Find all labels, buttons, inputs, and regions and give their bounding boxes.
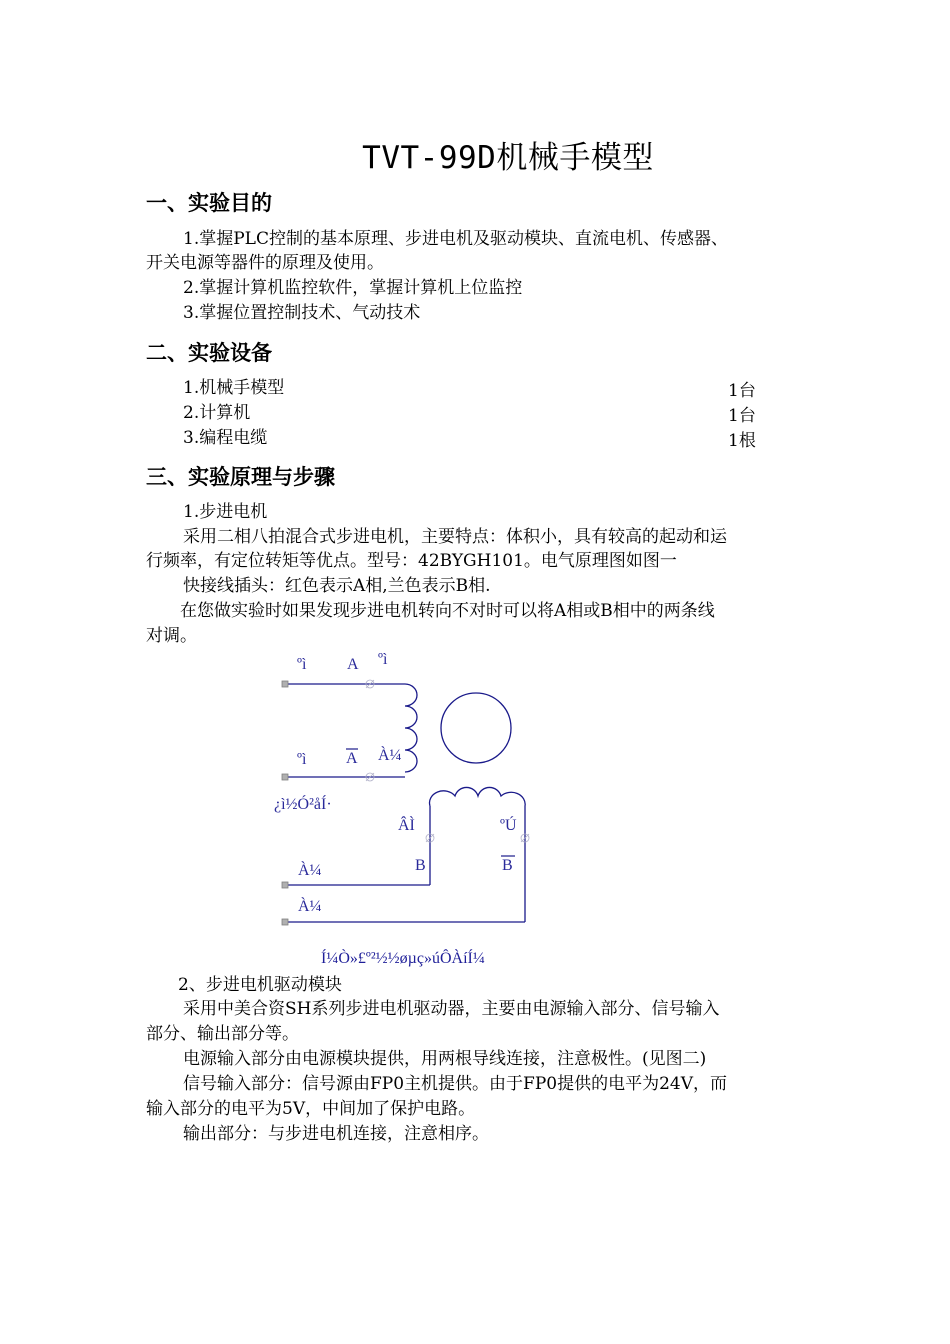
label-b-left-top: ÂÌ	[398, 817, 415, 834]
subheading-stepper-motor: 1.步进电机	[183, 502, 268, 522]
objective-line-4: 3.掌握位置控制技术、气动技术	[183, 303, 421, 323]
paragraph-line: 采用中美合资SH系列步进电机驱动器，主要由电源输入部分、信号输入	[183, 999, 720, 1019]
section-heading-principle: 三、实验原理与步骤	[146, 465, 335, 489]
paragraph-line: 输出部分：与步进电机连接，注意相序。	[183, 1124, 489, 1144]
label-a-left-top: ºì	[297, 656, 307, 673]
equipment-name-3: 3.编程电缆	[183, 428, 268, 448]
label-wire-2: À¼	[298, 898, 322, 915]
label-b-right-top: ºÚ	[500, 817, 517, 834]
label-a-bar: A	[346, 750, 358, 767]
section-heading-equipment: 二、实验设备	[146, 341, 272, 365]
label-wire-1: À¼	[298, 862, 322, 879]
paragraph-line: 部分、输出部分等。	[146, 1024, 299, 1044]
label-abar-right: À¼	[378, 747, 402, 764]
equipment-qty-1: 1台	[728, 381, 756, 401]
page-title: TVT-99D机械手模型	[362, 140, 654, 176]
section-heading-objectives: 一、实验目的	[146, 191, 272, 215]
coil-b	[430, 787, 526, 922]
terminal-connector	[282, 919, 288, 925]
motor-rotor	[441, 693, 511, 763]
label-b-bar: B	[502, 857, 513, 874]
coil-a	[405, 684, 417, 772]
terminal-connector	[282, 681, 288, 687]
paragraph-line: 行频率，有定位转矩等优点。型号：42BYGH101。电气原理图如图一	[146, 551, 677, 571]
equipment-qty-2: 1台	[728, 406, 756, 426]
paragraph-line: 信号输入部分：信号源由FP0主机提供。由于FP0提供的电平为24V，而	[183, 1074, 728, 1094]
equipment-name-1: 1.机械手模型	[183, 378, 285, 398]
subheading-driver-module: 2、步进电机驱动模块	[178, 975, 342, 995]
paragraph-line: 在您做实验时如果发现步进电机转向不对时可以将A相或B相中的两条线	[180, 601, 715, 621]
objective-line-2: 开关电源等器件的原理及使用。	[146, 253, 384, 273]
label-quick-plug: ¿ì½Ó²åÍ·	[274, 796, 332, 813]
terminal-connector	[282, 774, 288, 780]
equipment-qty-3: 1根	[728, 431, 756, 451]
equipment-name-2: 2.计算机	[183, 403, 251, 423]
label-b: B	[415, 857, 426, 874]
label-abar-left: ºì	[297, 751, 307, 768]
terminal-connector	[282, 882, 288, 888]
paragraph-line: 对调。	[146, 626, 197, 646]
paragraph-line: 快接线插头：红色表示A相,兰色表示B相.	[183, 576, 491, 596]
paragraph-line: 电源输入部分由电源模块提供，用两根导线连接，注意极性。(见图二)	[183, 1049, 707, 1069]
objective-line-3: 2.掌握计算机监控软件，掌握计算机上位监控	[183, 278, 523, 298]
label-a: A	[347, 656, 359, 673]
paragraph-line: 输入部分的电平为5V，中间加了保护电路。	[146, 1099, 476, 1119]
paragraph-line: 采用二相八拍混合式步进电机，主要特点：体积小，具有较高的起动和运	[183, 527, 727, 547]
figure-caption: Í¼Ò»£º²½½øµç»úÔÀíÍ¼	[321, 950, 485, 967]
label-a-right-top: ºì	[378, 651, 388, 668]
objective-line-1: 1.掌握PLC控制的基本原理、步进电机及驱动模块、直流电机、传感器、	[183, 229, 728, 249]
